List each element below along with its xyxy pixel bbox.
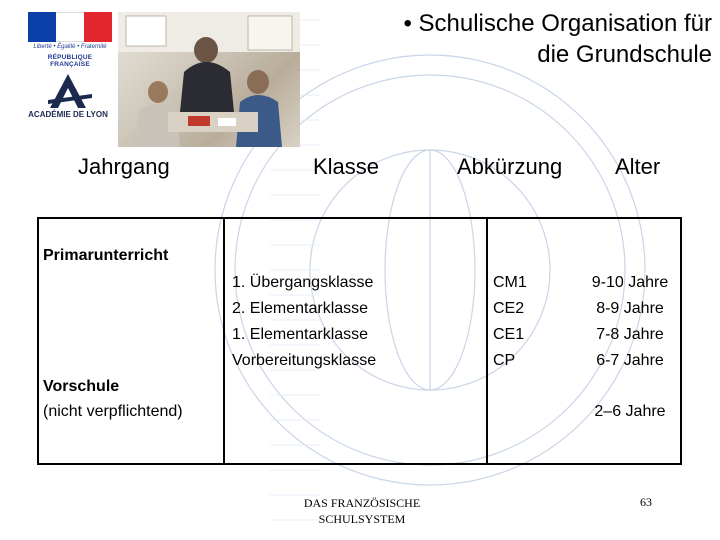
abbreviation-list [493, 270, 527, 374]
slide-title [292, 8, 712, 70]
slide-footer [290, 495, 434, 527]
age-vorschule: 2–6 Jahre [594, 403, 666, 420]
column-divider-2 [486, 217, 488, 465]
abbreviation-item: CP [493, 352, 516, 369]
republique-motto: Liberté • Égalité • Fraternité [33, 44, 107, 50]
age-item: 7-8 Jahre [596, 326, 664, 343]
slide-title-line2: die Grundschule [537, 41, 712, 68]
flag-stripe-red [84, 12, 112, 42]
class-item: 1. Elementarklasse [232, 326, 369, 343]
header-abkuerzung: Abkürzung [457, 154, 563, 179]
abbreviation-item: CE1 [493, 326, 525, 343]
abbreviation-item: CM1 [493, 274, 527, 291]
header-klasse: Klasse [313, 154, 380, 179]
age-list [580, 270, 680, 374]
flag-stripe-blue [28, 12, 56, 42]
footer-line1: DAS FRANZÖSISCHE [303, 496, 421, 510]
class-item: 1. Übergangsklasse [232, 274, 374, 291]
academie-a-icon [18, 72, 118, 110]
academie-name: ACADÉMIE DE LYON [28, 110, 108, 119]
age-item: 9-10 Jahre [591, 274, 669, 291]
header-jahrgang: Jahrgang [78, 154, 170, 179]
row-label-primarunterricht: Primarunterricht [43, 247, 169, 264]
class-item: 2. Elementarklasse [232, 300, 369, 317]
classroom-photo [118, 12, 300, 147]
age-item: 6-7 Jahre [596, 352, 664, 369]
class-item: Vorbereitungsklasse [232, 352, 377, 369]
page-number: 63 [640, 495, 652, 509]
row-note-vorschule: (nicht verpflichtend) [43, 403, 183, 420]
republique-name: RÉPUBLIQUE FRANÇAISE [47, 54, 93, 68]
flag-stripe-white [56, 12, 84, 42]
age-item: 8-9 Jahre [596, 300, 664, 317]
slide-title-line1: • Schulische Organisation für [403, 10, 712, 37]
row-label-vorschule: Vorschule [43, 378, 120, 395]
abbreviation-item: CE2 [493, 300, 525, 317]
class-list [232, 270, 376, 374]
academie-lyon-logo [18, 72, 118, 120]
french-flag-icon [28, 12, 112, 42]
column-divider-1 [223, 217, 225, 465]
republique-francaise-logo [28, 12, 112, 68]
footer-line2: SCHULSYSTEM [318, 512, 406, 526]
header-alter: Alter [615, 154, 661, 179]
